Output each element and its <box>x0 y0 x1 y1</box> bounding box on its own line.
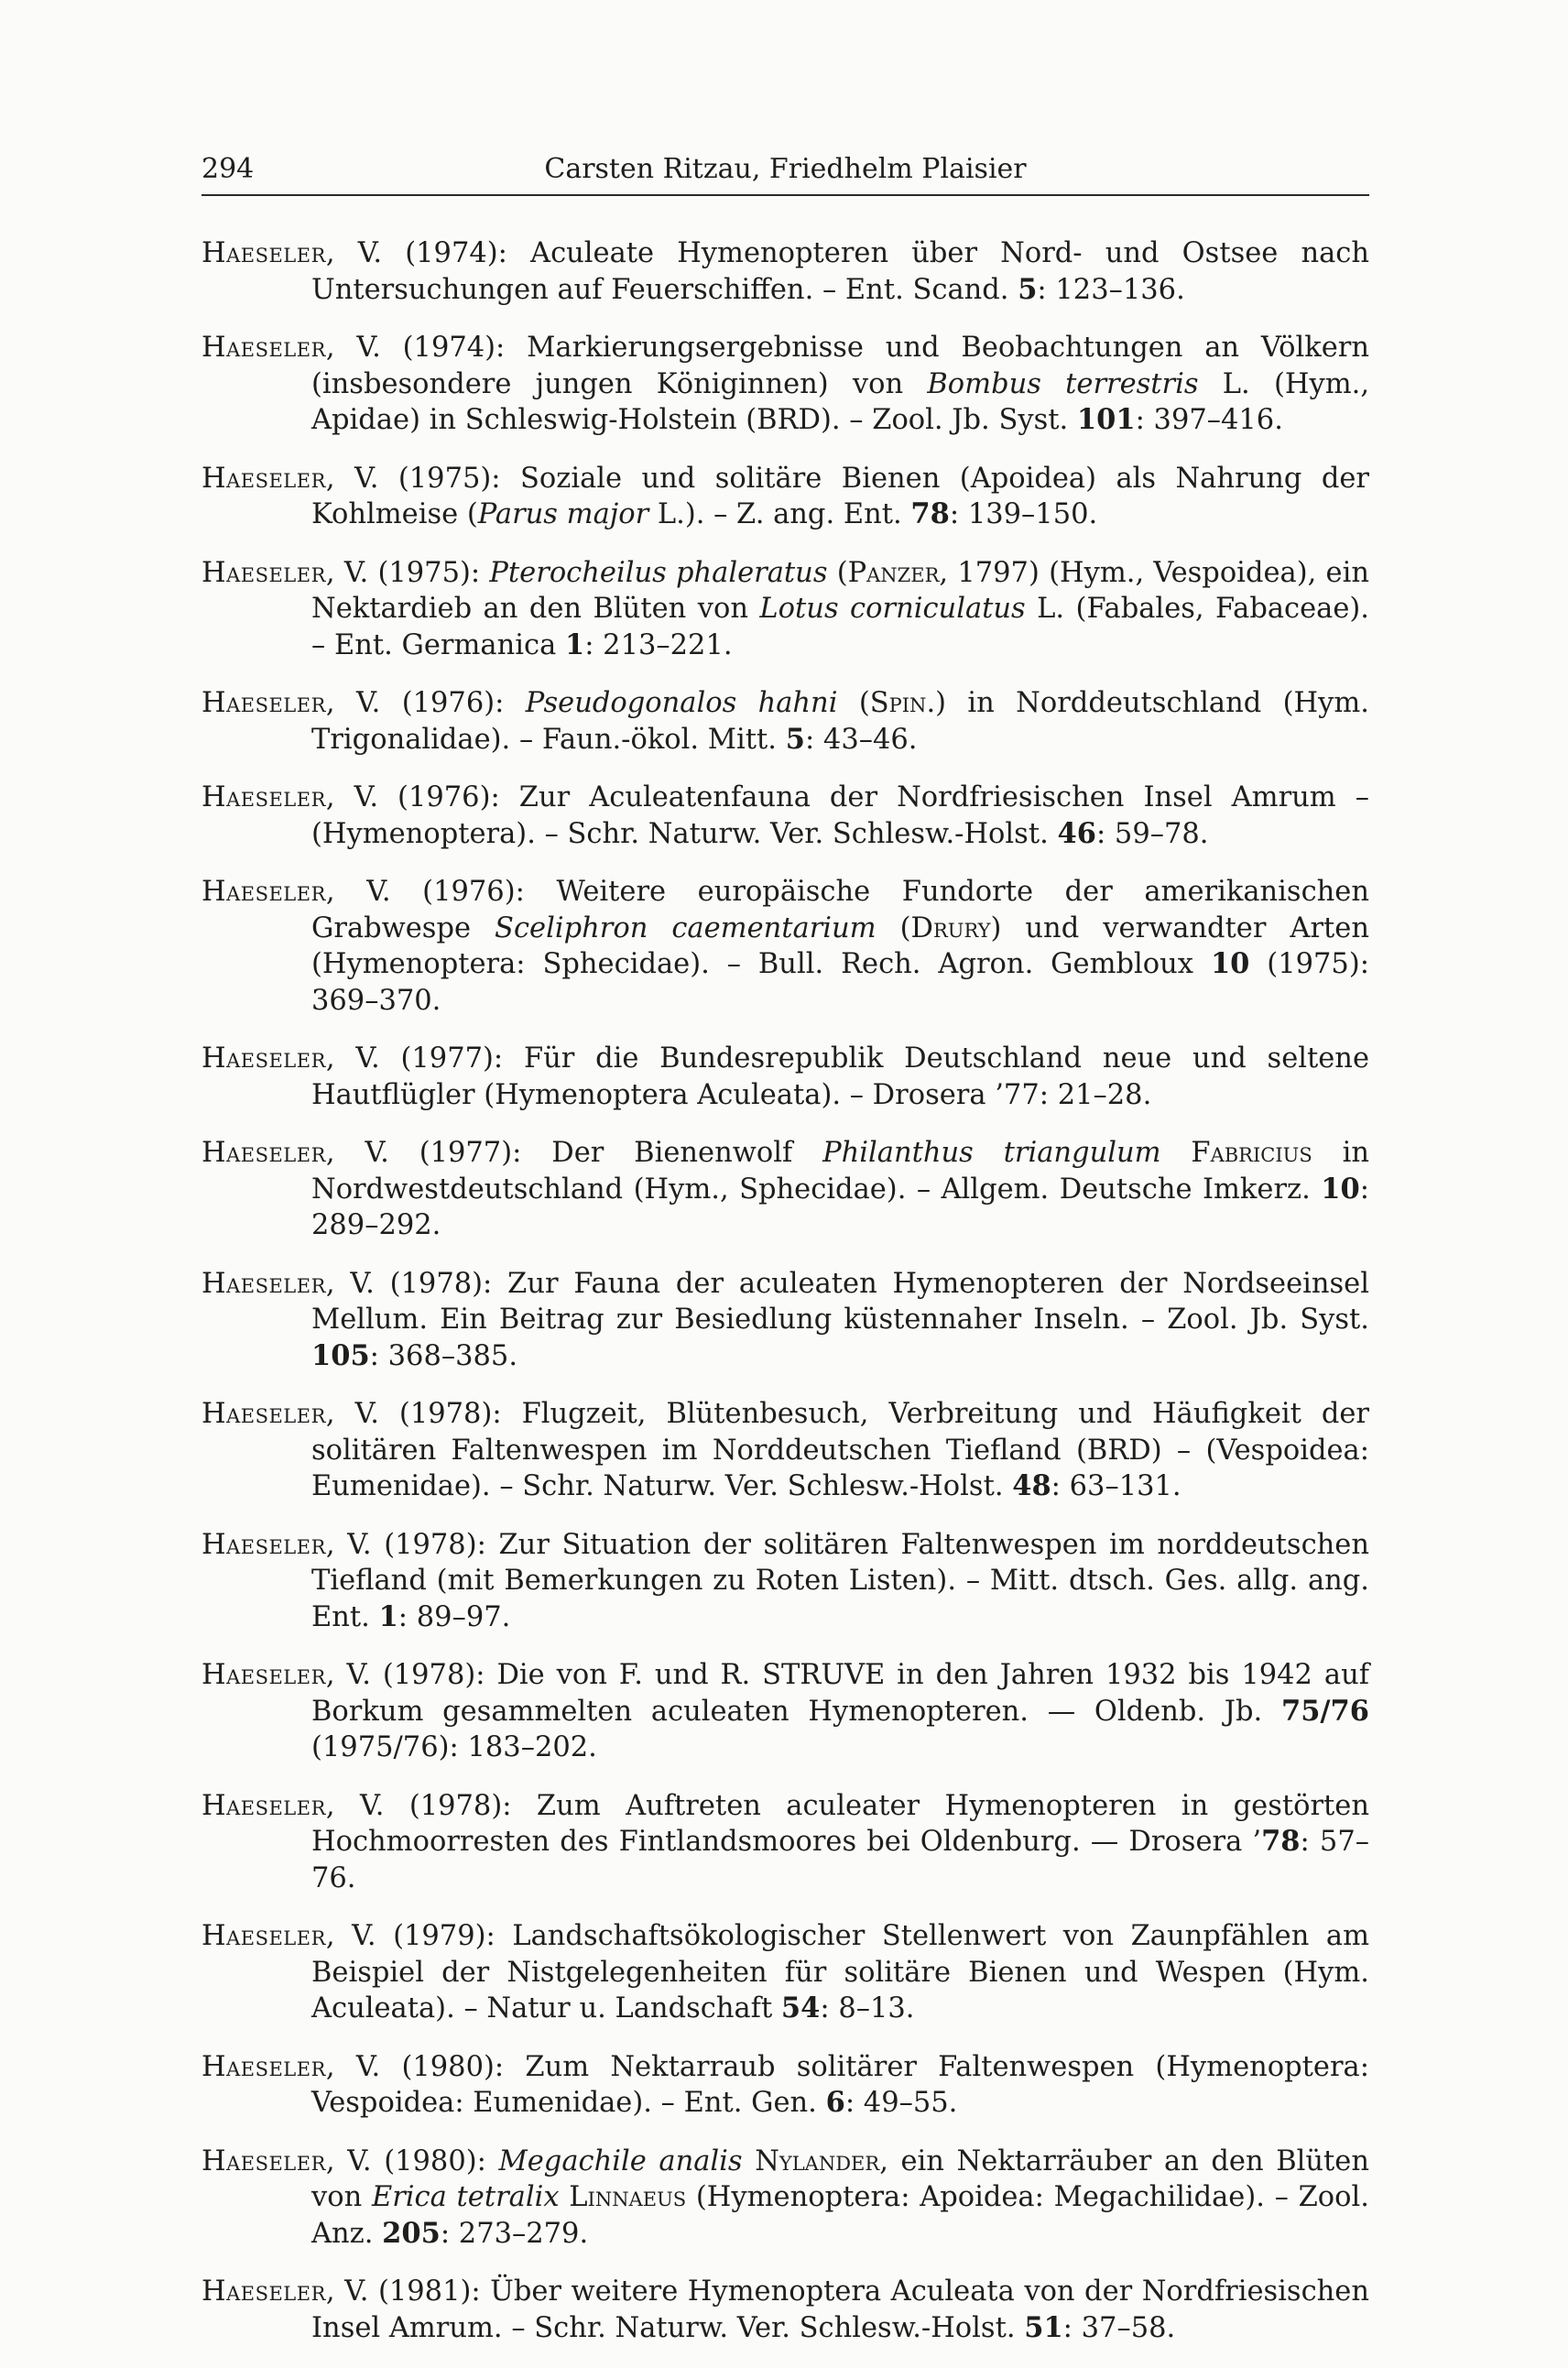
reference-text: : 37–58. <box>1062 2311 1176 2344</box>
volume-number: 10 <box>1210 947 1250 980</box>
species-name: Bombus terrestris <box>927 367 1199 400</box>
reference-entry <box>201 780 1369 852</box>
reference-text: , V. (1981): Über weitere Hymenoptera Aculeata von der Nordfriesischen Insel Amrum. – Schr. Naturw. Ver. Schlesw.-Holst. <box>311 2275 1369 2344</box>
volume-number: 10 <box>1321 1172 1360 1206</box>
reference-text: ( <box>876 911 911 944</box>
reference-author: Haeseler <box>201 1528 326 1561</box>
reference-text <box>560 2181 570 2213</box>
volume-number: 101 <box>1076 403 1136 436</box>
reference-text: , V. (1975): Soziale und solitäre Bienen (Apoidea) als Nahrung der Kohlmeise ( <box>311 462 1369 530</box>
reference-list <box>201 235 1369 2368</box>
reference-text: , V. (1978): Die von F. und R. STRUVE in den Jahren 1932 bis 1942 auf Borkum gesammelten aculeaten Hymenopteren. — Oldenb. Jb. <box>311 1659 1369 1728</box>
reference-text: , V. (1977): Der Bienenwolf <box>325 1137 823 1169</box>
reference-text: , V. (1980): Zum Nektarraub solitärer Faltenwespen (Hymenoptera: Vespoidea: Eumenidae). – Ent. Gen. <box>311 2050 1369 2119</box>
reference-text: (1975): 369–370. <box>311 948 1370 1017</box>
reference-author: Haeseler <box>201 462 326 495</box>
volume-number: 5 <box>785 722 805 756</box>
volume-number: 46 <box>1057 816 1096 850</box>
reference-text: (1975/76): 183–202. <box>311 1731 597 1763</box>
reference-author: Haeseler <box>201 1398 326 1430</box>
reference-text: in Nordwestdeutschland (Hym., Sphecidae). – Allgem. Deutsche Imkerz. <box>311 1137 1369 1206</box>
reference-text: , V. (1979): Landschaftsökologischer Stellenwert von Zaunpfählen am Beispiel der Nistgelegenheiten für solitäre Bienen und Wespen (Hym. Aculeata). – Natur u. Landschaft <box>311 1920 1369 2024</box>
page-number: 294 <box>201 153 255 185</box>
authority-name: Linnaeus <box>569 2181 687 2213</box>
volume-number: 5 <box>1018 272 1038 306</box>
authority-name: Fabricius <box>1191 1137 1312 1169</box>
reference-text: : 273–279. <box>440 2217 589 2250</box>
reference-entry <box>201 2144 1369 2253</box>
reference-text: L.). – Z. ang. Ent. <box>648 498 911 530</box>
reference-entry <box>201 1266 1369 1375</box>
reference-text: , V. (1976): Weitere europäische Fundorte der amerikanischen Grabwespe <box>311 876 1369 944</box>
running-head: Carsten Ritzau, Friedhelm Plaisier <box>544 153 1027 185</box>
species-name: Parus major <box>477 498 649 530</box>
reference-text: , V. (1978): Zur Fauna der aculeaten Hymenopteren der Nordseeinsel Mellum. Ein Beitrag zur Besiedlung küstennaher Inseln. – Zool. Jb. Syst. <box>311 1267 1369 1336</box>
reference-entry <box>201 1135 1369 1244</box>
species-name: Pterocheilus phaleratus <box>489 556 828 589</box>
reference-text: : 8–13. <box>820 1992 915 2024</box>
reference-entry <box>201 461 1369 533</box>
reference-text: ( <box>827 556 848 589</box>
species-name: Erica tetralix <box>371 2181 560 2213</box>
species-name: Sceliphron caementarium <box>495 911 877 944</box>
reference-text: : 63–131. <box>1051 1470 1181 1502</box>
reference-author: Haeseler <box>201 1659 326 1691</box>
reference-author: Haeseler <box>201 1920 326 1952</box>
reference-entry <box>201 1918 1369 2027</box>
volume-number: 205 <box>382 2216 441 2250</box>
reference-author: Haeseler <box>201 1137 326 1169</box>
authority-name: Drury <box>910 911 991 944</box>
reference-author: Haeseler <box>201 687 326 719</box>
reference-text: : 89–97. <box>397 1600 511 1633</box>
reference-text: , V. (1976): Zur Aculeatenfauna der Nordfriesischen Insel Amrum – (Hymenoptera). – Schr. Naturw. Ver. Schlesw.-Holst. <box>311 781 1369 850</box>
reference-text: , V. (1977): Für die Bundesrepublik Deutschland neue und seltene Hautflügler (Hymenoptera Aculeata). – Drosera ’77: 21–28. <box>311 1042 1369 1111</box>
reference-text: : 123–136. <box>1037 273 1185 306</box>
reference-text: , V. (1974): Aculeate Hymenopteren über Nord- und Ostsee nach Untersuchungen auf Feuerschiffen. – Ent. Scand. <box>311 237 1369 306</box>
volume-number: 48 <box>1012 1469 1051 1502</box>
volume-number: 1 <box>378 1599 398 1633</box>
reference-entry <box>201 235 1369 308</box>
reference-entry <box>201 1527 1369 1636</box>
reference-entry <box>201 330 1369 439</box>
reference-text: L. (Fabales, Fabaceae). – Ent. Germanica <box>311 593 1369 661</box>
reference-entry <box>201 555 1369 664</box>
reference-author: Haeseler <box>201 2050 326 2083</box>
volume-number: 105 <box>311 1338 370 1372</box>
reference-text <box>743 2145 756 2177</box>
reference-text: : 139–150. <box>949 498 1098 530</box>
reference-text: : 59–78. <box>1095 817 1209 850</box>
reference-text: , V. (1978): Zur Situation der solitären Faltenwespen im norddeutschen Tiefland (mit Bemerkungen zu Roten Listen). – Mitt. dtsch. Ges. allg. ang. Ent. <box>311 1528 1369 1633</box>
reference-text: : 397–416. <box>1135 404 1283 436</box>
species-name: Philanthus triangulum <box>822 1137 1161 1169</box>
volume-number: 54 <box>780 1992 821 2024</box>
volume-number: 75/76 <box>1280 1694 1369 1728</box>
reference-author: Haeseler <box>201 876 326 908</box>
reference-author: Haeseler <box>201 332 326 364</box>
reference-text: , V. (1976): <box>325 687 526 719</box>
reference-text: , 1797) (Hym., Vespoidea), ein Nektardieb an den Blüten von <box>311 556 1369 625</box>
reference-text: L. (Hym., Apidae) in Schleswig-Holstein (BRD). – Zool. Jb. Syst. <box>311 367 1370 436</box>
species-name: Pseudogonalos hahni <box>525 687 838 719</box>
reference-author: Haeseler <box>201 1042 326 1075</box>
reference-author: Haeseler <box>201 1267 326 1300</box>
reference-text: : 289–292. <box>311 1173 1369 1241</box>
volume-number: 78 <box>910 497 950 530</box>
reference-text: (Hymenoptera: Apoidea: Megachilidae). – Zool. Anz. <box>311 2181 1369 2250</box>
species-name: Megachile analis <box>498 2144 743 2177</box>
reference-entry <box>201 2049 1369 2122</box>
reference-text: : 57–76. <box>311 1826 1369 1894</box>
reference-entry <box>201 685 1369 758</box>
reference-text: ( <box>837 687 870 719</box>
volume-number: 6 <box>825 2086 845 2119</box>
volume-number: 51 <box>1024 2310 1063 2344</box>
volume-number: 78 <box>1261 1825 1301 1858</box>
reference-entry <box>201 2274 1369 2346</box>
authority-name: Panzer <box>847 556 940 589</box>
reference-text: ) und verwandter Arten (Hymenoptera: Sphecidae). – Bull. Rech. Agron. Gembloux <box>311 911 1369 980</box>
reference-entry <box>201 1396 1369 1505</box>
reference-text: .) in Norddeutschland (Hym. Trigonalidae). – Faun.-ökol. Mitt. <box>311 687 1369 756</box>
reference-text: : 49–55. <box>844 2087 958 2119</box>
reference-author: Haeseler <box>201 2275 326 2308</box>
reference-text: , V. (1978): Zum Auftreten aculeater Hymenopteren in gestörten Hochmoorresten des Fintlandsmoores bei Oldenburg. — Drosera ’ <box>311 1789 1369 1858</box>
reference-text: , V. (1978): Flugzeit, Blütenbesuch, Verbreitung und Häufigkeit der solitären Faltenwespen im Norddeutschen Tiefland (BRD) – (Vespoidea: Eumenidae). – Schr. Naturw. Ver. Schlesw.-Holst. <box>311 1398 1369 1502</box>
reference-entry <box>201 1788 1369 1897</box>
volume-number: 1 <box>564 627 585 661</box>
reference-text: : 213–221. <box>584 628 733 661</box>
reference-author: Haeseler <box>201 2144 326 2177</box>
page-header <box>201 154 1369 196</box>
authority-name: Nylander <box>755 2144 880 2177</box>
reference-author: Haeseler <box>201 237 326 269</box>
reference-text: : 43–46. <box>804 723 918 756</box>
reference-text: , V. (1974): Markierungsergebnisse und Beobachtungen an Völkern (insbesondere jungen Königinnen) von <box>311 332 1369 400</box>
reference-author: Haeseler <box>201 781 326 813</box>
authority-name: Spin <box>869 687 927 719</box>
reference-entry <box>201 874 1369 1019</box>
reference-entry <box>201 1041 1369 1113</box>
reference-text: , V. (1980): <box>325 2144 499 2177</box>
reference-text: : 368–385. <box>369 1339 518 1372</box>
reference-author: Haeseler <box>201 556 326 589</box>
species-name: Lotus corniculatus <box>759 593 1026 625</box>
reference-text <box>1161 1137 1192 1169</box>
reference-text: , V. (1975): <box>325 556 490 589</box>
reference-text: , ein Nektarräuber an den Blüten von <box>311 2144 1369 2213</box>
reference-author: Haeseler <box>201 1789 326 1822</box>
reference-entry <box>201 1657 1369 1766</box>
